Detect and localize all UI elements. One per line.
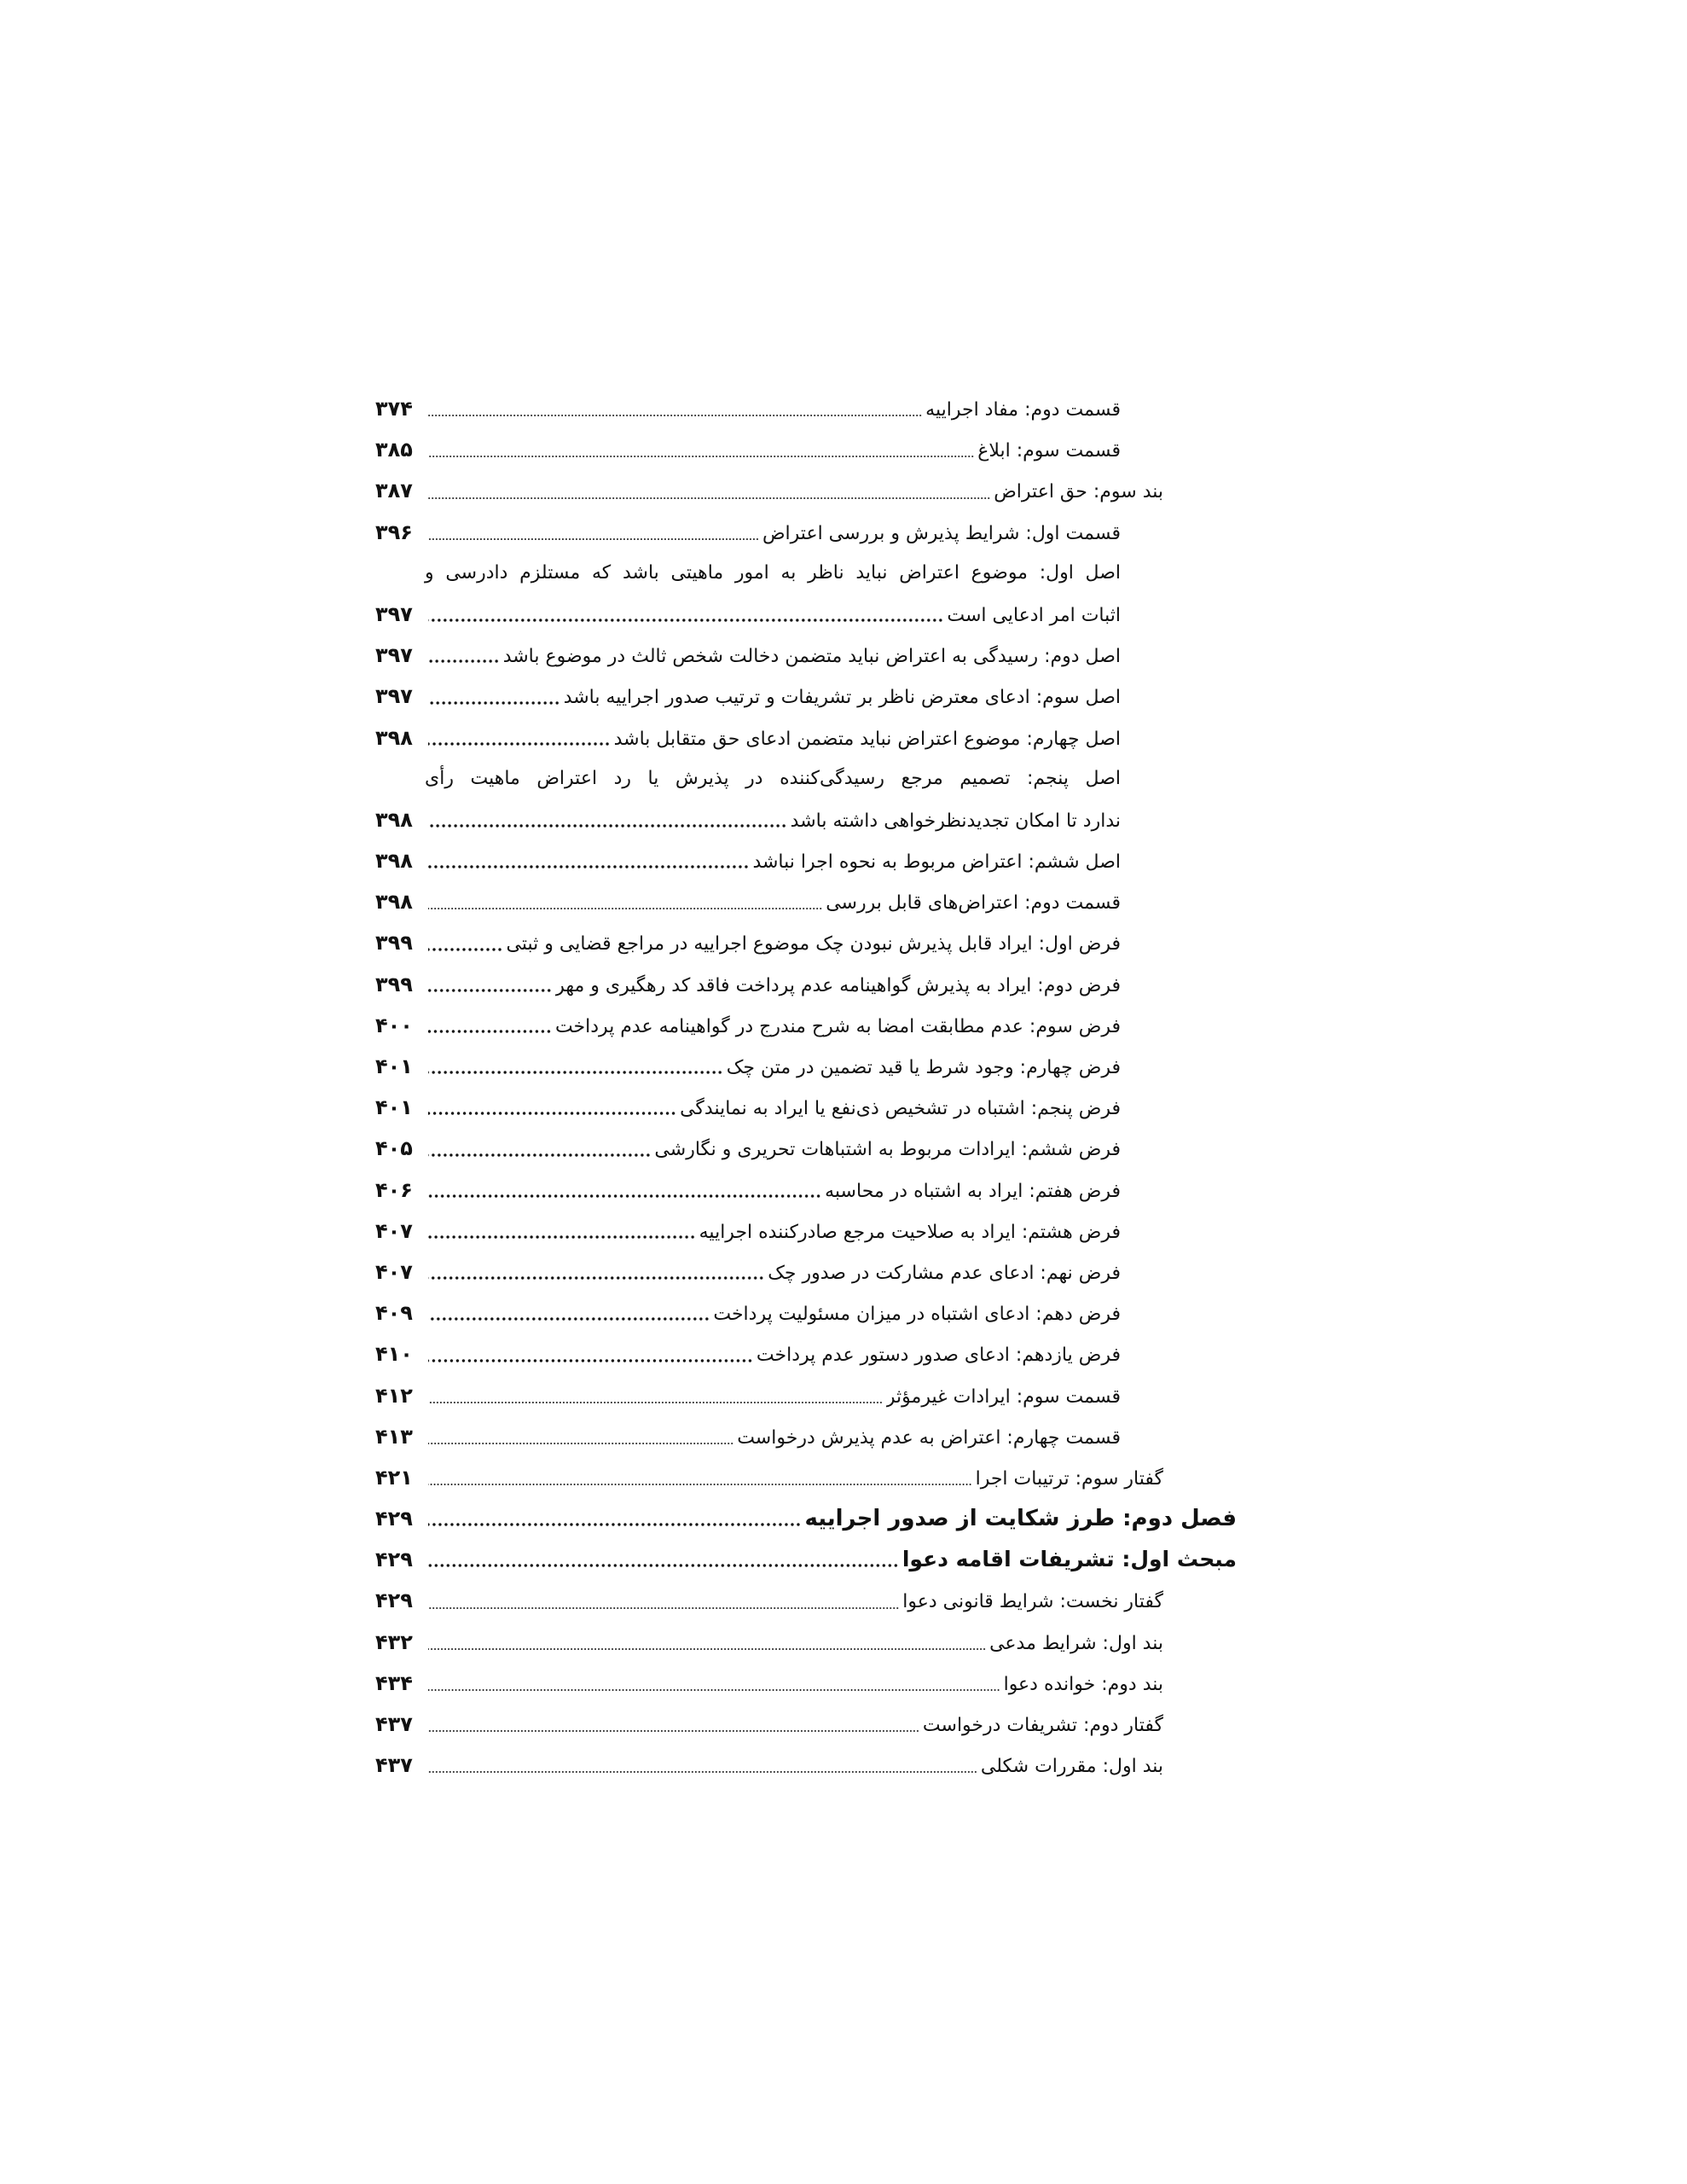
toc-page-number: ۳۹۸ xyxy=(375,725,413,750)
dot-leader xyxy=(428,1358,753,1363)
toc-page-number: ۳۹۷ xyxy=(375,684,413,709)
dot-leader xyxy=(428,1440,733,1445)
toc-entry[interactable] xyxy=(375,1457,1237,1498)
toc-page-number: ۳۹۹ xyxy=(375,972,413,996)
toc-entry-title: اصل سوم: ادعای معترض ناظر بر تشریفات و ترتیب صدور اجراییه باشد xyxy=(563,687,1121,709)
toc-page-number: ۴۱۰ xyxy=(375,1342,413,1367)
toc-page-number: ۴۲۹ xyxy=(375,1548,413,1572)
toc-entry[interactable] xyxy=(375,1128,1237,1169)
toc-entry-title: فرض یازدهم: ادعای صدور دستور عدم پرداخت xyxy=(756,1345,1121,1367)
toc-page-number: ۴۱۳ xyxy=(375,1424,413,1449)
dot-leader xyxy=(428,1605,899,1610)
toc-entry-title: مبحث اول: تشریفات اقامه دعوا xyxy=(901,1547,1237,1572)
dot-leader xyxy=(428,1522,801,1527)
table-of-contents xyxy=(375,388,1237,1786)
toc-page-number: ۳۹۷ xyxy=(375,643,413,668)
toc-page-number: ۴۳۷ xyxy=(375,1753,413,1778)
dot-leader xyxy=(428,1481,972,1486)
dot-leader xyxy=(428,1275,764,1281)
toc-page-number: ۴۲۹ xyxy=(375,1507,413,1531)
dot-leader xyxy=(428,536,759,541)
toc-entry[interactable] xyxy=(375,717,1237,758)
toc-entry-title: فرض دوم: ایراد به پذیرش گواهینامه عدم پرداخت فاقد کد رهگیری و مهر xyxy=(555,974,1121,996)
toc-entry-title: فرض هشتم: ایراد به صلاحیت مرجع صادرکننده اجراییه xyxy=(699,1221,1121,1243)
toc-entry-title: قسمت دوم: اعتراض‌های قابل بررسی xyxy=(826,892,1121,915)
toc-entry[interactable] xyxy=(375,1704,1237,1745)
toc-entry[interactable] xyxy=(375,1539,1237,1580)
dot-leader xyxy=(428,1399,883,1404)
toc-entry[interactable] xyxy=(375,1252,1237,1292)
toc-entry-title: اصل دوم: رسیدگی به اعتراض نباید متضمن دخالت شخص ثالث در موضوع باشد xyxy=(502,646,1121,668)
dot-leader xyxy=(428,1029,552,1034)
dot-leader xyxy=(428,618,943,623)
toc-page-number: ۴۳۷ xyxy=(375,1712,413,1736)
dot-leader xyxy=(428,1687,1000,1692)
toc-entry[interactable] xyxy=(375,1498,1237,1539)
toc-entry[interactable] xyxy=(375,799,1237,840)
dot-leader xyxy=(428,659,500,664)
toc-page-number: ۴۰۶ xyxy=(375,1177,413,1202)
toc-entry[interactable] xyxy=(375,470,1237,511)
toc-entry[interactable] xyxy=(375,388,1237,429)
toc-page-number: ۴۰۵ xyxy=(375,1136,413,1161)
toc-page-number: ۳۹۶ xyxy=(375,520,413,544)
toc-page-number: ۳۸۷ xyxy=(375,479,413,503)
toc-entry-title: گفتار نخست: شرایط قانونی دعوا xyxy=(902,1591,1163,1613)
toc-entry[interactable] xyxy=(375,512,1237,553)
toc-entry-title: بند اول: شرایط مدعی xyxy=(989,1632,1163,1654)
toc-entry[interactable] xyxy=(375,1005,1237,1046)
toc-entry-title: قسمت چهارم: اعتراض به عدم پذیرش درخواست xyxy=(737,1426,1121,1449)
toc-entry-title: فصل دوم: طرز شکایت از صدور اجراییه xyxy=(804,1506,1237,1532)
dot-leader xyxy=(428,741,611,746)
toc-entry[interactable] xyxy=(375,1375,1237,1416)
dot-leader xyxy=(428,1234,696,1240)
dot-leader xyxy=(428,905,822,910)
toc-entry-title: اصل ششم: اعتراض مربوط به نحوه اجرا نباشد xyxy=(752,851,1121,874)
toc-entry-title: فرض چهارم: وجود شرط یا قید تضمین در متن چک xyxy=(726,1057,1121,1078)
dot-leader xyxy=(428,700,560,706)
dot-leader xyxy=(428,495,990,500)
dot-leader xyxy=(428,1194,821,1199)
toc-entry[interactable] xyxy=(375,881,1237,922)
toc-entry-title: فرض سوم: عدم مطابقت امضا به شرح مندرج در گواهینامه عدم پرداخت xyxy=(554,1015,1121,1037)
toc-entry-title: اصل چهارم: موضوع اعتراض نباید متضمن ادعای حق متقابل باشد xyxy=(613,728,1121,750)
dot-leader xyxy=(428,988,552,993)
toc-entry-title: گفتار سوم: ترتیبات اجرا xyxy=(975,1467,1163,1490)
toc-entry[interactable] xyxy=(375,1663,1237,1704)
toc-entry-title: ندارد تا امکان تجدیدنظرخواهی داشته باشد xyxy=(790,810,1121,832)
toc-page-number: ۴۰۰ xyxy=(375,1013,413,1037)
toc-entry-title: اثبات امر ادعایی است xyxy=(947,604,1121,626)
toc-entry[interactable] xyxy=(375,635,1237,676)
toc-page-number: ۳۹۸ xyxy=(375,849,413,874)
toc-entry[interactable] xyxy=(375,1416,1237,1457)
toc-page-number: ۳۹۷ xyxy=(375,601,413,626)
toc-entry[interactable] xyxy=(375,594,1237,635)
toc-page-number: ۳۸۵ xyxy=(375,438,413,462)
toc-page-number: ۳۹۸ xyxy=(375,807,413,832)
toc-entry[interactable] xyxy=(375,676,1237,717)
toc-entry[interactable] xyxy=(375,840,1237,881)
toc-entry-title: فرض ششم: ایرادات مربوط به اشتباهات تحریری و نگارشی xyxy=(654,1139,1121,1161)
dot-leader xyxy=(428,947,503,952)
toc-entry-title: فرض نهم: ادعای عدم مشارکت در صدور چک xyxy=(768,1262,1121,1284)
toc-entry[interactable] xyxy=(375,1622,1237,1663)
toc-entry-title: فرض هفتم: ایراد به اشتباه در محاسبه xyxy=(825,1180,1121,1202)
dot-leader xyxy=(428,1111,676,1116)
toc-page-number: ۴۰۹ xyxy=(375,1301,413,1326)
toc-entry-first-line: اصل پنجم: تصمیم مرجع رسیدگی‌کننده در پذیرش یا رد اعتراض ماهیت رأی xyxy=(425,767,1121,789)
toc-entry-first-line: اصل اول: موضوع اعتراض نباید ناظر به امور ماهیتی باشد که مستلزم دادرسی و xyxy=(425,561,1121,584)
toc-entry[interactable] xyxy=(375,1292,1237,1333)
toc-page-number: ۳۷۴ xyxy=(375,397,413,421)
toc-page-number: ۴۰۱ xyxy=(375,1095,413,1120)
toc-entry-title: قسمت سوم: ایرادات غیرمؤثر xyxy=(885,1385,1121,1408)
dot-leader xyxy=(428,1563,899,1568)
toc-entry-title: فرض دهم: ادعای اشتباه در میزان مسئولیت پرداخت xyxy=(713,1304,1121,1326)
toc-page-number: ۴۳۲ xyxy=(375,1629,413,1654)
toc-page-number: ۴۰۷ xyxy=(375,1259,413,1284)
toc-entry[interactable] xyxy=(375,1580,1237,1621)
toc-page-number: ۴۳۴ xyxy=(375,1670,413,1695)
toc-entry[interactable] xyxy=(375,1170,1237,1211)
toc-entry[interactable] xyxy=(375,922,1237,963)
toc-entry[interactable] xyxy=(375,964,1237,1005)
toc-page-number: ۴۰۷ xyxy=(375,1218,413,1243)
toc-entry-title: قسمت سوم: ابلاغ xyxy=(977,440,1121,462)
toc-page-number: ۴۲۱ xyxy=(375,1465,413,1490)
toc-entry-title: قسمت دوم: مفاد اجراییه xyxy=(925,399,1121,421)
toc-entry-title: قسمت اول: شرایط پذیرش و بررسی اعتراض xyxy=(762,522,1121,544)
toc-page-number: ۴۰۱ xyxy=(375,1054,413,1078)
toc-entry-title: فرض اول: ایراد قابل پذیرش نبودن چک موضوع اجراییه در مراجع قضایی و ثبتی xyxy=(506,933,1121,956)
toc-page-number: ۳۹۹ xyxy=(375,931,413,956)
toc-entry[interactable] xyxy=(375,1211,1237,1252)
toc-entry-title: فرض پنجم: اشتباه در تشخیص ذی‌نفع یا ایراد به نمایندگی xyxy=(680,1098,1121,1120)
dot-leader xyxy=(428,412,922,417)
toc-entry-title: بند سوم: حق اعتراض xyxy=(994,481,1163,503)
toc-page-number: ۴۱۲ xyxy=(375,1383,413,1408)
dot-leader xyxy=(428,1153,651,1158)
dot-leader xyxy=(428,453,974,458)
toc-entry[interactable] xyxy=(375,1333,1237,1374)
toc-page-number: ۳۹۸ xyxy=(375,890,413,915)
dot-leader xyxy=(428,1316,710,1321)
toc-entry[interactable] xyxy=(375,1087,1237,1128)
dot-leader xyxy=(428,1070,723,1075)
toc-entry[interactable] xyxy=(375,1745,1237,1786)
toc-entry-title: بند دوم: خوانده دعوا xyxy=(1003,1673,1163,1695)
dot-leader xyxy=(428,1646,986,1651)
dot-leader xyxy=(428,1769,977,1774)
dot-leader xyxy=(428,823,787,828)
toc-entry-title: بند اول: مقررات شکلی xyxy=(980,1756,1163,1778)
dot-leader xyxy=(428,1728,919,1733)
toc-entry[interactable] xyxy=(375,1046,1237,1087)
toc-entry[interactable] xyxy=(375,429,1237,470)
dot-leader xyxy=(428,864,749,869)
toc-entry-title: گفتار دوم: تشریفات درخواست xyxy=(922,1715,1163,1736)
toc-page-number: ۴۲۹ xyxy=(375,1589,413,1613)
